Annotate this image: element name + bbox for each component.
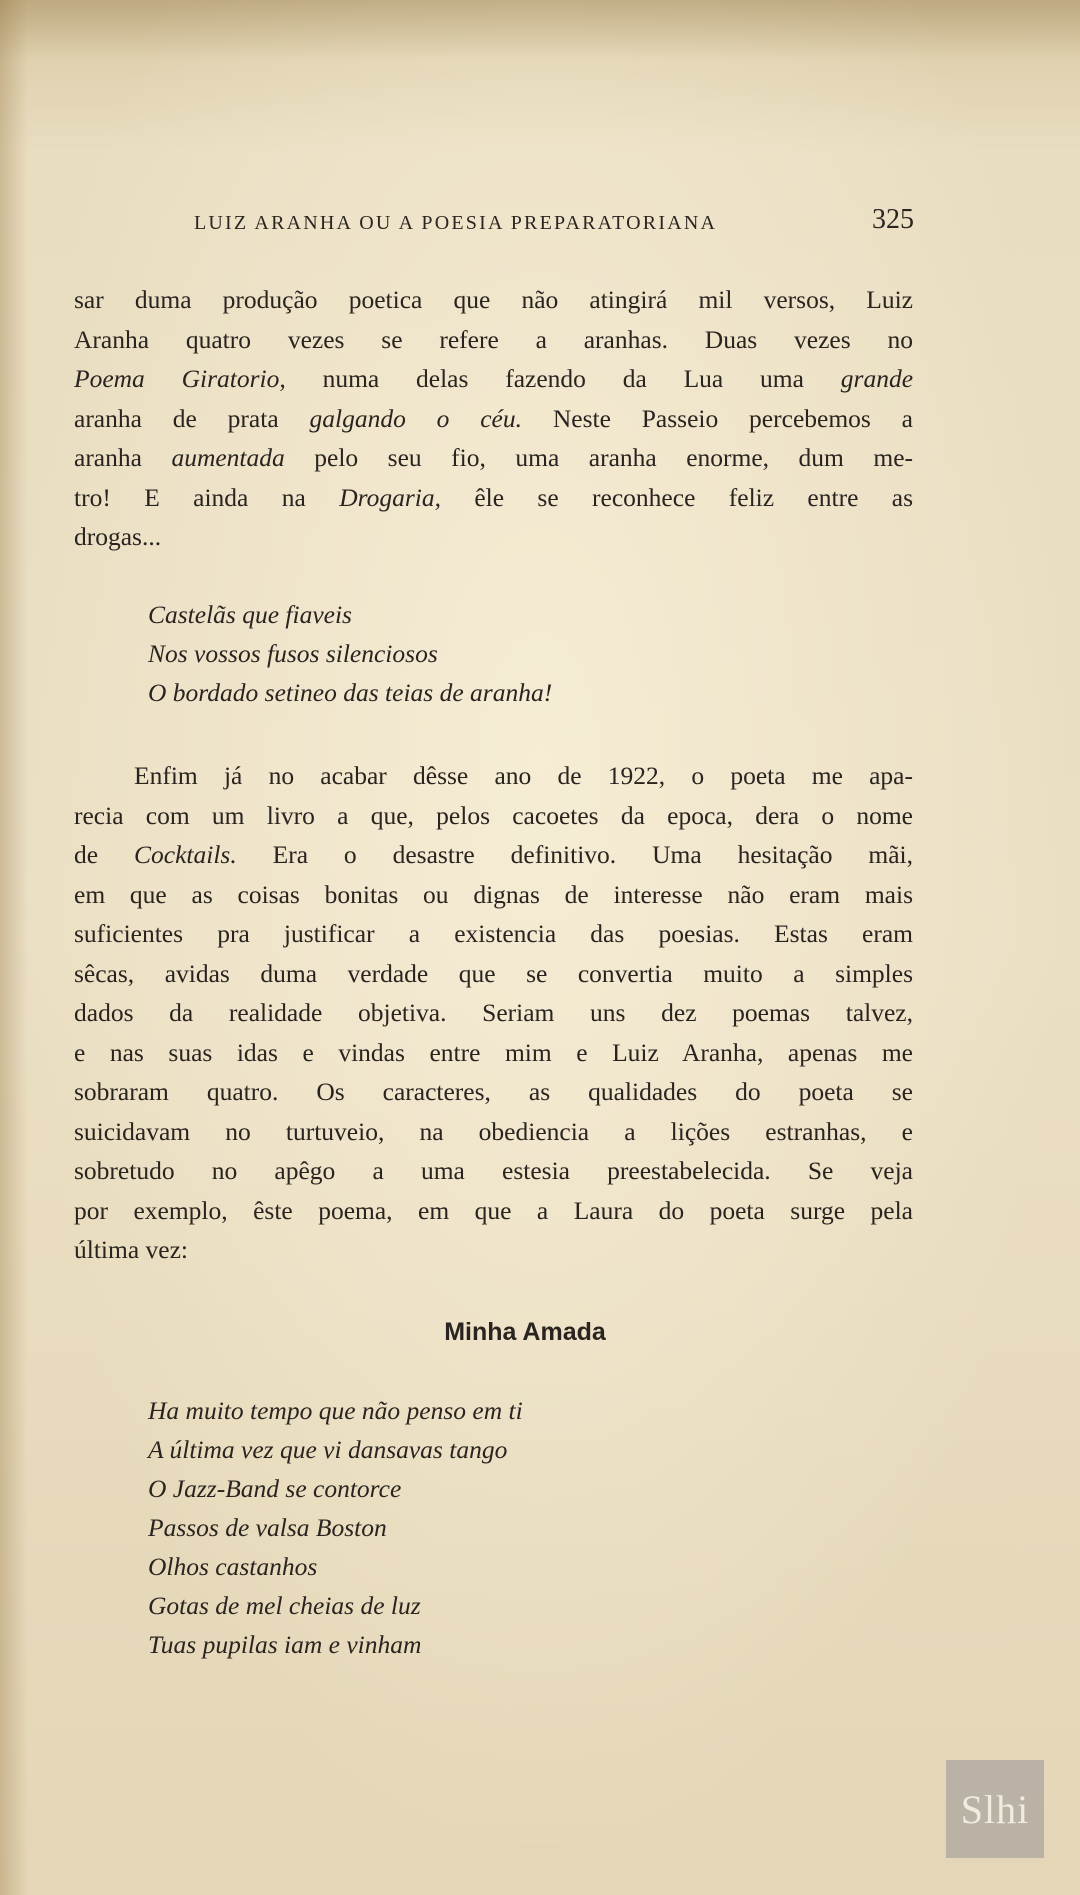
text-run: de <box>74 840 134 869</box>
page-number: 325 <box>872 204 914 235</box>
text-run: pelo seu fio, uma aranha enorme, dum me- <box>284 443 914 472</box>
paragraph-line: dados da realidade objetiva. Seriam uns dez poemas talvez, <box>74 998 913 1027</box>
page-shadow-top <box>0 0 1080 60</box>
text-run: aranha <box>74 443 172 472</box>
paragraph-line: Enfim já no acabar dêsse ano de 1922, o poeta me apa- <box>134 761 913 790</box>
text-run: numa delas fazendo da Lua uma <box>285 364 841 393</box>
poem-line: O Jazz-Band se contorce <box>148 1474 402 1503</box>
paragraph-line: recia com um livro a que, pelos cacoetes da epoca, dera o nome <box>74 800 913 830</box>
paragraph-line: por exemplo, êste poema, em que a Laura do poeta surge pela <box>74 1195 913 1225</box>
page-shadow-left <box>0 0 28 1895</box>
paragraph-line: sêcas, avidas duma verdade que se convertia muito a simples <box>74 958 913 988</box>
paragraph-line: Aranha quatro vezes se refere a aranhas. Duas vezes no <box>74 324 913 354</box>
text-run: Neste Passeio percebemos a <box>522 403 913 433</box>
paragraph-line: e nas suas idas e vindas entre mim e Luiz Aranha, apenas me <box>74 1037 913 1067</box>
paragraph-2 <box>74 756 913 1270</box>
italic-phrase: galgando o céu. <box>309 403 522 433</box>
poem-line: Gotas de mel cheias de luz <box>148 1591 421 1620</box>
text-run: aranha de prata <box>74 403 310 433</box>
poem-line: Passos de valsa Boston <box>148 1513 387 1542</box>
paragraph-line <box>74 438 913 478</box>
poem-title: Minha Amada <box>444 1318 606 1346</box>
text-run: êle se reconhece feliz entre as <box>440 482 914 512</box>
poem-line: Tuas pupilas iam e vinham <box>148 1630 422 1659</box>
paragraph-line: sobretudo no apêgo a uma estesia preestabelecida. Se veja <box>74 1156 913 1185</box>
running-title: LUIZ ARANHA OU A POESIA PREPARATORIANA <box>194 212 718 234</box>
watermark-logo: Slhi <box>946 1760 1044 1858</box>
paragraph-line: em que as coisas bonitas ou dignas de interesse não eram mais <box>74 879 913 909</box>
verse-quotation <box>148 595 552 712</box>
paragraph-line <box>74 478 913 518</box>
poem-line: Olhos castanhos <box>148 1552 318 1581</box>
paragraph-line: sar duma produção poetica que não atingirá mil versos, Luiz <box>74 285 913 314</box>
paragraph-line: drogas... <box>74 522 162 551</box>
poem-body <box>148 1391 523 1664</box>
verse-line: Castelãs que fiaveis <box>148 600 352 629</box>
paragraph-1 <box>74 280 913 557</box>
paragraph-line: última vez: <box>74 1235 189 1264</box>
italic-word: grande <box>840 364 914 393</box>
paragraph-line: suicidavam no turtuveio, na obediencia a lições estranhas, e <box>74 1116 913 1146</box>
paragraph-line <box>74 835 913 875</box>
poem-line: A última vez que vi dansavas tango <box>148 1435 508 1464</box>
paragraph-line <box>74 399 913 439</box>
poem-line: Ha muito tempo que não penso em ti <box>148 1396 523 1425</box>
paragraph-line: sobraram quatro. Os caracteres, as qualidades do poeta se <box>74 1077 913 1106</box>
italic-title: Cocktails. <box>134 840 237 869</box>
paragraph-line <box>74 359 913 399</box>
verse-line: Nos vossos fusos silenciosos <box>148 639 438 668</box>
italic-title: Drogaria, <box>339 482 441 512</box>
paragraph-line: suficientes pra justificar a existencia das poesias. Estas eram <box>74 919 913 948</box>
running-head <box>74 204 914 244</box>
italic-word: aumentada <box>171 443 285 472</box>
italic-title: Poema Giratorio, <box>74 364 286 393</box>
verse-line: O bordado setineo das teias de aranha! <box>148 678 553 707</box>
text-run: tro! E ainda na <box>74 482 340 512</box>
text-run: Era o desastre definitivo. Uma hesitação mãi, <box>236 840 913 869</box>
